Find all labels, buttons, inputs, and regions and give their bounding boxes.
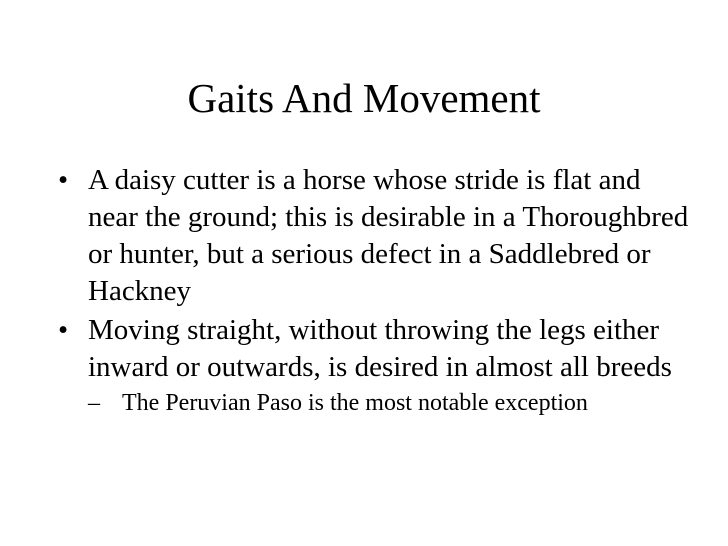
sub-bullet-item [88, 389, 696, 418]
sub-bullet-text: The Peruvian Paso is the most notable exception [122, 390, 588, 416]
bullet-text: Moving straight, without throwing the legs either inward or outwards, is desired in almost all breeds [88, 314, 672, 383]
bullet-text: A daisy cutter is a horse whose stride is flat and near the ground; this is desirable in a Thoroughbred or hunter, but a serious defect in a Saddlebred or Hackney [88, 164, 689, 307]
bullet-marker: • [58, 164, 69, 196]
bullet-item [56, 312, 696, 418]
bullet-item [56, 162, 696, 310]
bullet-list [56, 162, 696, 420]
slide-title: Gaits And Movement [187, 75, 541, 121]
bullet-marker: • [58, 314, 69, 346]
sub-bullet-list [88, 389, 696, 418]
dash-marker: – [88, 390, 100, 416]
